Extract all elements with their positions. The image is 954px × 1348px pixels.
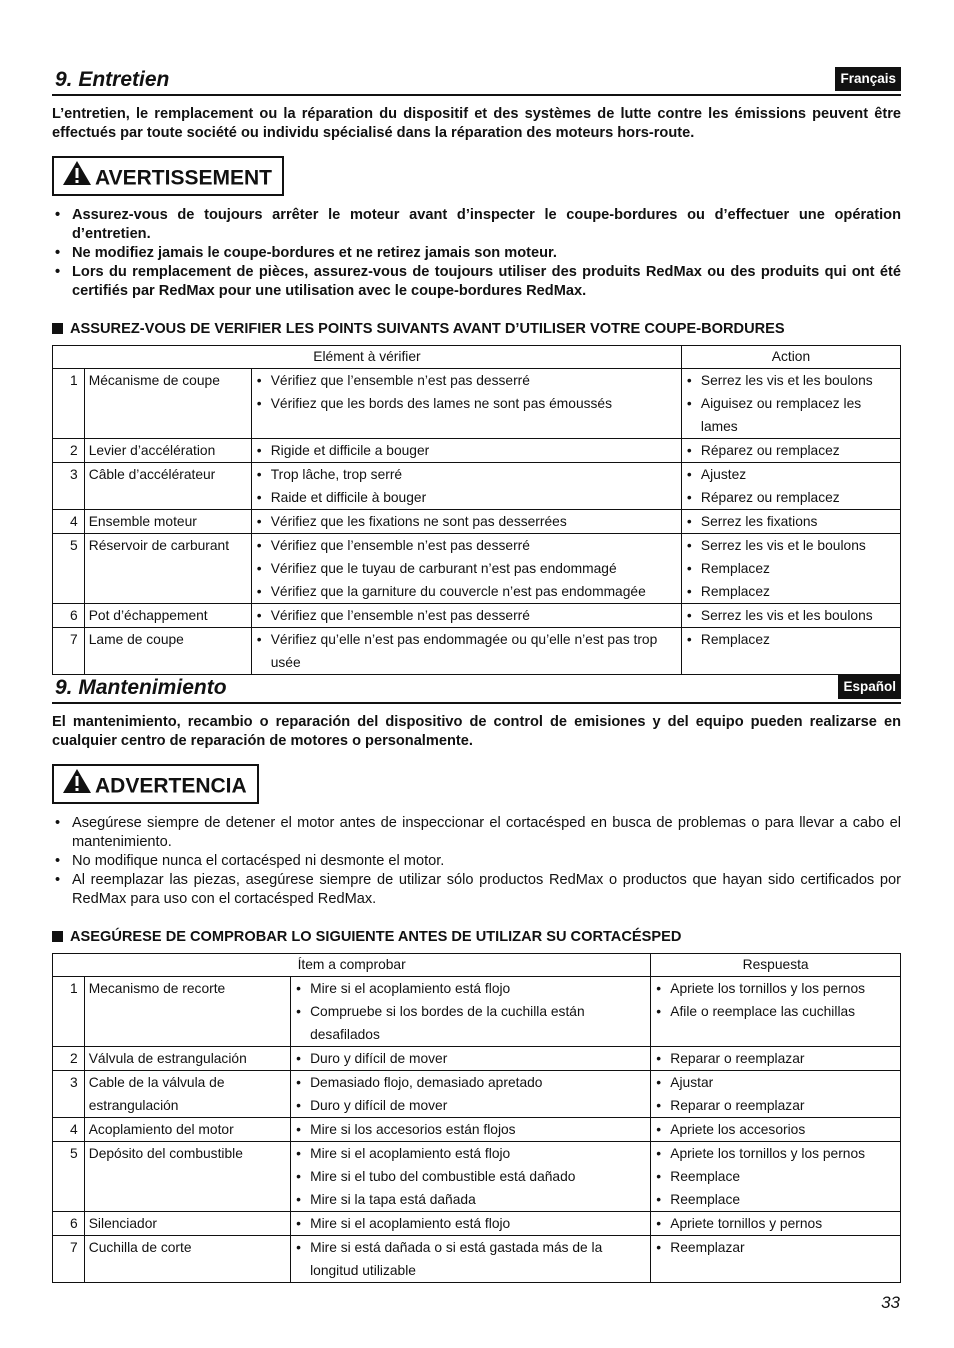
action-item: • Reemplace <box>656 1169 741 1184</box>
action-cell <box>651 1118 901 1142</box>
list-item: • Ne modifiez jamais le coupe-bordures et ne retirez jamais son moteur. <box>55 245 557 261</box>
checklist-heading: ASSUREZ-VOUS DE VERIFIER LES POINTS SUIVANTS AVANT D’UTILISER VOTRE COUPE-BORDURES <box>52 321 901 337</box>
check-cell <box>291 1071 651 1118</box>
element-name: Mecanismo de recorte <box>84 977 290 1047</box>
check-cell <box>251 534 681 604</box>
check-item: • Vérifiez que l’ensemble n’est pas desserré <box>256 373 530 388</box>
column-header-item: Elément à vérifier <box>53 346 682 369</box>
table-row <box>53 463 901 510</box>
check-item: • Mire si los accesorios están flojos <box>296 1122 516 1137</box>
list-item: • Lors du remplacement de pièces, assurez-vous de toujours utiliser des produits RedMax ou des produits qui ont été certifiés par RedMax pour une utilisation avec le coupe-bordures RedMax. <box>55 264 901 299</box>
element-name: Acoplamiento del motor <box>84 1118 290 1142</box>
check-item: • Mire si el acoplamiento está flojo <box>296 1146 511 1161</box>
check-item: • Duro y difícil de mover <box>296 1051 448 1066</box>
check-item: • Mire si el tubo del combustible está dañado <box>296 1169 576 1184</box>
table-row <box>53 1047 901 1071</box>
row-number: 1 <box>53 977 85 1047</box>
row-number: 3 <box>53 1071 85 1118</box>
list-item: • No modifique nunca el cortacésped ni desmonte el motor. <box>55 853 445 869</box>
check-cell <box>251 439 681 463</box>
element-name: Réservoir de carburant <box>84 534 251 604</box>
element-name: Levier d’accélération <box>84 439 251 463</box>
check-item: • Vérifiez que l’ensemble n’est pas desserré <box>256 538 530 553</box>
table-row <box>53 604 901 628</box>
action-cell <box>681 534 900 604</box>
table-row <box>53 1142 901 1212</box>
check-item: • Vérifiez que les fixations ne sont pas desserrées <box>256 514 567 529</box>
check-item: • Compruebe si los bordes de la cuchilla están desafilados <box>296 1004 585 1042</box>
check-item: • Trop lâche, trop serré <box>256 467 403 482</box>
row-number: 5 <box>53 1142 85 1212</box>
warning-list <box>52 206 901 301</box>
warning-box <box>52 764 259 804</box>
action-item: • Reemplace <box>656 1192 741 1207</box>
action-item: • Apriete los tornillos y los pernos <box>656 981 866 996</box>
row-number: 1 <box>53 369 85 439</box>
check-item: • Mire si el acoplamiento está flojo <box>296 1216 511 1231</box>
check-item: • Rigide et difficile a bouger <box>256 443 430 458</box>
check-cell <box>291 1212 651 1236</box>
list-item: • Assurez-vous de toujours arrêter le moteur avant d’inspecter le coupe-bordures ou d’effectuer une opération d’entretien. <box>55 207 901 242</box>
element-name: Válvula de estrangulación <box>84 1047 290 1071</box>
check-item: • Demasiado flojo, demasiado apretado <box>296 1075 543 1090</box>
action-item: • Reemplazar <box>656 1240 745 1255</box>
row-number: 2 <box>53 439 85 463</box>
check-cell <box>291 1047 651 1071</box>
action-cell <box>681 604 900 628</box>
row-number: 4 <box>53 510 85 534</box>
action-item: • Apriete tornillos y pernos <box>656 1216 823 1231</box>
action-item: • Reparar o reemplazar <box>656 1098 805 1113</box>
action-item: • Afile o reemplace las cuchillas <box>656 1004 856 1019</box>
row-number: 6 <box>53 1212 85 1236</box>
action-cell <box>681 463 900 510</box>
row-number: 4 <box>53 1118 85 1142</box>
element-name: Mécanisme de coupe <box>84 369 251 439</box>
action-cell <box>681 369 900 439</box>
check-item: • Vérifiez que l’ensemble n’est pas desserré <box>256 608 530 623</box>
check-item: • Duro y difícil de mover <box>296 1098 448 1113</box>
column-header-action: Respuesta <box>651 954 901 977</box>
check-cell <box>251 369 681 439</box>
check-cell <box>251 604 681 628</box>
action-cell <box>651 977 901 1047</box>
table-row <box>53 534 901 604</box>
row-number: 6 <box>53 604 85 628</box>
column-header-action: Action <box>681 346 900 369</box>
warning-list <box>52 814 901 909</box>
table-row <box>53 510 901 534</box>
action-item: • Remplacez <box>686 584 770 599</box>
warning-icon <box>62 160 92 194</box>
warning-label: AVERTISSEMENT <box>95 166 272 190</box>
check-cell <box>251 463 681 510</box>
action-cell <box>651 1071 901 1118</box>
action-cell <box>681 510 900 534</box>
element-name: Cable de la válvula de estrangulación <box>84 1071 290 1118</box>
column-header-item: Ítem a comprobar <box>53 954 651 977</box>
warning-label: ADVERTENCIA <box>95 774 247 798</box>
action-item: • Aiguisez ou remplacez les lames <box>686 396 862 434</box>
section-title: 9. Mantenimiento <box>55 676 227 699</box>
table-row <box>53 1236 901 1283</box>
title-row-fr <box>52 66 901 96</box>
table-row <box>53 369 901 439</box>
table-header <box>53 954 901 977</box>
language-tab: Français <box>835 67 901 91</box>
check-item: • Vérifiez qu’elle n’est pas endommagée ou qu’elle n’est pas trop usée <box>256 632 658 670</box>
language-tab: Español <box>838 675 901 699</box>
check-item: • Vérifiez que les bords des lames ne sont pas émoussés <box>256 396 612 411</box>
action-item: • Reparar o reemplazar <box>656 1051 805 1066</box>
action-item: • Réparez ou remplacez <box>686 443 840 458</box>
table-row <box>53 1071 901 1118</box>
check-cell <box>291 1118 651 1142</box>
element-name: Depósito del combustible <box>84 1142 290 1212</box>
action-item: • Ajustar <box>656 1075 714 1090</box>
element-name: Ensemble moteur <box>84 510 251 534</box>
warning-box <box>52 156 284 196</box>
element-name: Lame de coupe <box>84 628 251 675</box>
section-es <box>52 674 901 1283</box>
title-row-es <box>52 674 901 704</box>
action-cell <box>681 628 900 675</box>
check-item: • Mire si la tapa está dañada <box>296 1192 476 1207</box>
section-fr <box>52 66 901 675</box>
action-item: • Serrez les vis et le boulons <box>686 538 866 553</box>
check-cell <box>291 1142 651 1212</box>
row-number: 3 <box>53 463 85 510</box>
checklist-table <box>52 953 901 1283</box>
table-header <box>53 346 901 369</box>
list-item: • Asegúrese siempre de detener el motor antes de inspeccionar el cortacésped en busca de problemas o para llevar a cabo el mantenimiento. <box>55 815 901 850</box>
table-row <box>53 439 901 463</box>
list-item: • Al reemplazar las piezas, asegúrese siempre de utilizar sólo productos RedMax o productos que hayan sido certificados por RedMax para uso con el cortacésped RedMax. <box>55 872 901 907</box>
element-name: Pot d’échappement <box>84 604 251 628</box>
checklist-table <box>52 345 901 675</box>
square-bullet-icon <box>52 931 63 942</box>
check-item: • Vérifiez que le tuyau de carburant n’est pas endommagé <box>256 561 617 576</box>
table-row <box>53 628 901 675</box>
action-item: • Serrez les vis et les boulons <box>686 373 873 388</box>
check-item: • Raide et difficile à bouger <box>256 490 427 505</box>
check-item: • Vérifiez que la garniture du couvercle n’est pas endommagée <box>256 584 646 599</box>
page-number: 33 <box>881 1293 900 1312</box>
action-cell <box>681 439 900 463</box>
check-cell <box>291 1236 651 1283</box>
action-item: • Remplacez <box>686 561 770 576</box>
row-number: 5 <box>53 534 85 604</box>
action-item: • Apriete los tornillos y los pernos <box>656 1146 866 1161</box>
element-name: Silenciador <box>84 1212 290 1236</box>
table-row <box>53 1212 901 1236</box>
element-name: Câble d’accélérateur <box>84 463 251 510</box>
section-title: 9. Entretien <box>55 68 170 91</box>
action-cell <box>651 1047 901 1071</box>
element-name: Cuchilla de corte <box>84 1236 290 1283</box>
square-bullet-icon <box>52 323 63 334</box>
action-item: • Serrez les fixations <box>686 514 818 529</box>
intro-text: L’entretien, le remplacement ou la réparation du dispositif et des systèmes de lutte contre les émissions peuvent être effectués par toute société ou individu spécialisé dans la réparation des moteurs hors-route. <box>52 106 901 141</box>
check-item: • Mire si el acoplamiento está flojo <box>296 981 511 996</box>
check-cell <box>251 510 681 534</box>
warning-icon <box>62 768 92 802</box>
action-item: • Réparez ou remplacez <box>686 490 840 505</box>
action-cell <box>651 1142 901 1212</box>
action-item: • Remplacez <box>686 632 770 647</box>
row-number: 2 <box>53 1047 85 1071</box>
action-item: • Apriete los accesorios <box>656 1122 806 1137</box>
row-number: 7 <box>53 628 85 675</box>
check-cell <box>291 977 651 1047</box>
intro-text: El mantenimiento, recambio o reparación del dispositivo de control de emisiones y del equipo pueden realizarse en cualquier centro de reparación de motores o personalmente. <box>52 714 901 749</box>
action-item: • Serrez les vis et les boulons <box>686 608 873 623</box>
row-number: 7 <box>53 1236 85 1283</box>
action-cell <box>651 1212 901 1236</box>
checklist-heading: ASEGÚRESE DE COMPROBAR LO SIGUIENTE ANTES DE UTILIZAR SU CORTACÉSPED <box>52 929 901 945</box>
table-row <box>53 977 901 1047</box>
table-row <box>53 1118 901 1142</box>
check-item: • Mire si está dañada o si está gastada más de la longitud utilizable <box>296 1240 603 1278</box>
action-item: • Ajustez <box>686 467 747 482</box>
action-cell <box>651 1236 901 1283</box>
check-cell <box>251 628 681 675</box>
